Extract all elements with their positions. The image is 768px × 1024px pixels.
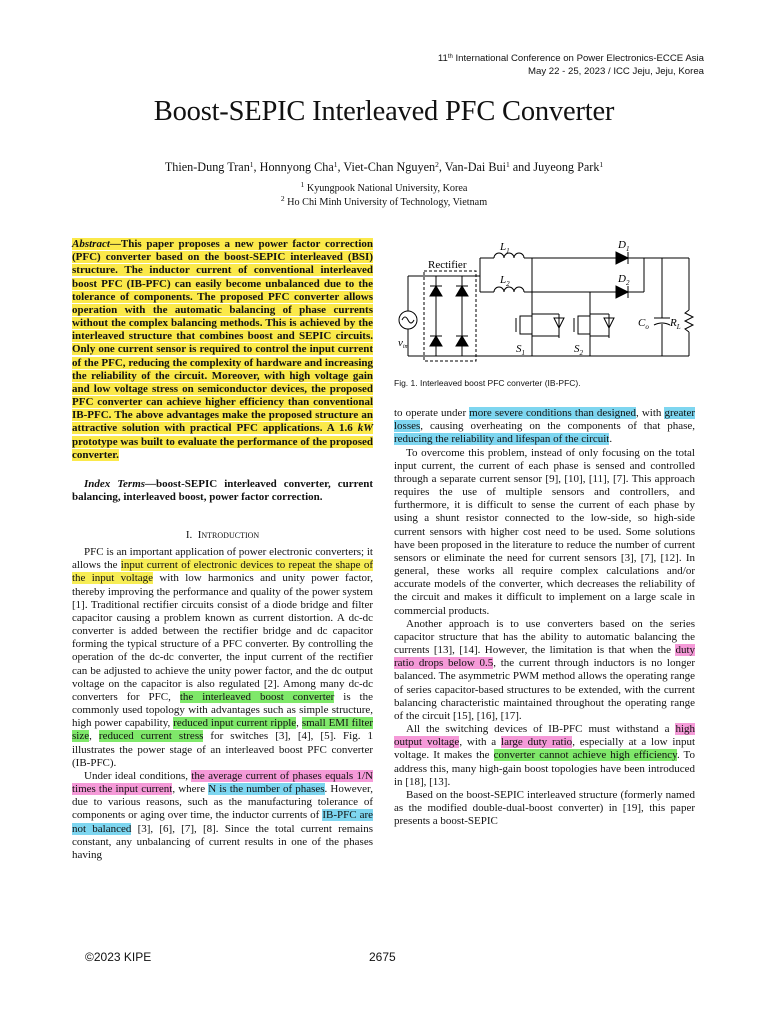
d2-label: $D_2$: [618, 273, 630, 287]
highlight: high output voltage: [394, 723, 695, 749]
author-sup: 1: [249, 160, 254, 169]
highlight: more severe conditions than designed: [469, 407, 637, 419]
highlight: greater losses: [394, 407, 695, 433]
conf-num: 11: [437, 53, 448, 64]
text: ,: [296, 717, 302, 730]
index-terms-body: —boost-SEPIC interleaved converter, current balancing, interleaved boost, power factor correction.: [72, 478, 374, 504]
author-list: [0, 160, 768, 175]
page-number: 2675: [369, 950, 396, 964]
highlight: the interleaved boost converter: [179, 690, 335, 703]
section-num: I.: [185, 529, 193, 541]
rectifier-label: Rectifier: [428, 259, 467, 271]
text: for switches [3], [4], [5]. Fig. 1 illustrates the power stage of an interleaved boost PFC converter (IB-PFC).: [72, 730, 374, 769]
author-sup: 2: [435, 160, 439, 169]
highlight: reducing the reliability and lifespan of the circuit: [394, 433, 610, 446]
text: , causing overheating on the components of that phase,: [420, 420, 695, 433]
text: All the switching devices of IB-PFC must withstand a: [406, 723, 676, 736]
highlight: reduced input current ripple: [173, 717, 297, 730]
text: ,: [89, 730, 99, 743]
highlight: converter cannot achieve high efficiency: [493, 749, 677, 762]
author-sup: 1: [333, 160, 338, 169]
text: . To address this, many high-gain boost topologies have been introduced in [18], [13].: [394, 749, 696, 788]
text: , where: [172, 783, 209, 796]
highlight: small EMI filter size: [72, 717, 374, 743]
author: Thien-Dung Tran: [164, 160, 250, 174]
author: and Juyeong Park: [509, 160, 600, 174]
text: with low harmonics and unity power factor, thereby improving the performance and quality of the power system [1]. Traditional rectifier circuits consist of a diode bridge and filter capacitor causing a problem known as current distortion. A dc-dc converter is added between the rectifier bridge and dc capacitor forming the typical structure of a PFC converter. By controlling the operation of the dc-dc converter, the input current of the rectifier can be adjusted to achieve the unity power factor, and the dc output voltage on the capacitor is also regulated [2]. Among many dc-dc converters for PFC,: [72, 572, 373, 703]
author-sup: 1: [599, 160, 604, 169]
affiliation: [0, 194, 768, 208]
paragraph: [394, 618, 695, 723]
l1-label: $L_1$: [500, 241, 510, 255]
figure-caption: Fig. 1. Interleaved boost PFC converter (IB-PFC).: [394, 378, 581, 388]
affil-num: 1: [300, 180, 305, 189]
conf-name: International Conference on Power Electronics-ECCE Asia: [452, 53, 704, 64]
vin-label: vin: [398, 337, 408, 350]
abstract-body: —This paper proposes a new power factor correction (PFC) converter based on the boost-SEPIC interleaved (BSI) structure. The inductor current of conventional interleaved boost PFC (IB-PFC) can easily become unbalanced due to the tolerance of components. The proposed PFC converter allows operation with the automatic balancing of phase currents without the complex balancing methods. This is achieved by the interleaved structure that combines boost and SEPIC circuits. Only one current sensor is required to control the input current of the PFC, reducing the complexity of hardware and increasing the reliability of the circuit. Moreover, with high voltage gain and low voltage stress on semiconductor devices, the proposed PFC converter can achieve higher efficiency than conventional IB-PFC. The above advantages make the proposed structure an attractive solution with practical PFC applications. A 1.6: [72, 238, 373, 435]
highlight: IB-PFC are not balanced: [72, 809, 373, 835]
text: is the commonly used topology with advantages such as simple structure, high power capability,: [72, 690, 373, 730]
author: , Viet-Chan Nguyen: [337, 160, 436, 174]
abstract: [72, 238, 373, 462]
circuit-figure: [394, 238, 704, 378]
highlight: duty ratio drops below 0.5: [394, 644, 695, 670]
author-sup: 1: [505, 160, 510, 169]
text: PFC is an important application of power electronic converters; it allows the: [72, 546, 373, 572]
text: , especially at a low input voltage. It makes the: [394, 736, 695, 762]
paragraph: To overcome this problem, instead of only focusing on the total input current, the current of each phase is sensed and controlled through a separate current sensor [9], [10], [11], [7]. This approach requires the use of multiple sensors and controllers, and furthermore, it is difficult to sense the current of each phase by using a shunt resistor connected to the low-side, so high-side current sensors with higher cost need to be used. Some solutions have been proposed in the literature to reduce the number of current sensors or eliminate the need for current sensors [3], [7], [12]. In general, these works all require complex calculations and/or accurate models of the converter, which decreases the reliability of the circuit and makes it difficult to implement on a large scale in commercial products.: [394, 446, 695, 617]
abstract-body-end: prototype was built to evaluate the performance of the proposed converter.: [72, 435, 373, 461]
abstract-label: Abstract: [72, 238, 110, 250]
paragraph: [394, 723, 695, 789]
conf-date: May 22 - 25, 2023 / ICC Jeju, Jeju, Korea: [528, 65, 704, 77]
conference-header: [438, 51, 704, 78]
text: to operate under: [394, 407, 470, 419]
s1-label: $S_1$: [516, 343, 525, 357]
index-terms-label: Index Terms: [84, 478, 146, 490]
left-column-body: [72, 546, 373, 862]
affiliation: [0, 180, 768, 194]
highlight: input current of electronic devices to repeat the shape of the input voltage: [72, 559, 373, 585]
abstract-unit: kW: [357, 422, 373, 435]
text: [3], [6], [7], [8]. Since the total current remains constant, any unbalancing of current results in one of the phases having: [72, 822, 373, 861]
affil-text: Ho Chi Minh University of Technology, Vietnam: [284, 197, 488, 208]
affil-text: Kyungpook National University, Korea: [304, 183, 468, 194]
section-title: Introduction: [197, 529, 260, 541]
rl-label: $R_L$: [670, 317, 681, 331]
affil-num: 2: [280, 194, 285, 203]
conf-sup: th: [447, 54, 453, 60]
paragraph: [72, 770, 373, 862]
l2-label: $L_2$: [500, 274, 510, 288]
text: .: [609, 433, 613, 446]
paper-title: Boost-SEPIC Interleaved PFC Converter: [153, 96, 615, 127]
paragraph: [394, 407, 695, 447]
text: , with: [636, 407, 665, 419]
co-label: $C_o$: [638, 317, 649, 331]
paragraph: [72, 546, 373, 770]
index-terms: [72, 478, 373, 504]
highlight: N is the number of phases: [208, 783, 325, 796]
s2-label: $S_2$: [574, 343, 583, 357]
section-heading: [72, 529, 373, 541]
text: . However, due to various reasons, such as the manufacturing tolerance of components or aging over time, the inductor currents of: [72, 783, 374, 822]
paragraph: Based on the boost-SEPIC interleaved structure (formerly named as the modified double-dual-boost converter) in [19], this paper presents a boost-SEPIC: [394, 788, 695, 828]
highlight: reduced current stress: [98, 730, 204, 743]
author: , Van-Dai Bui: [438, 160, 506, 174]
text: , the current through inductors is no longer balanced. The asymmetric PWM method allows the operating range of series capacitor-based structures to be extended, with the current balancing characteristic maintained throughout the operating range of the circuit [15], [16], [17].: [394, 657, 696, 722]
text: , with a: [459, 736, 502, 749]
highlight: large duty ratio: [501, 736, 573, 749]
text: Under ideal conditions,: [84, 769, 192, 782]
right-column-body: [394, 407, 695, 829]
copyright: ©2023 KIPE: [85, 950, 152, 964]
highlight: the average current of phases equals 1/N times the input current: [72, 769, 373, 796]
text: Another approach is to use converters based on the series capacitor structure that has the ability to automatic balancing the currents [13], [14]. However, the limitation is that when the: [394, 617, 695, 657]
d1-label: $D_1$: [618, 239, 630, 253]
author: , Honnyong Cha: [253, 160, 334, 174]
